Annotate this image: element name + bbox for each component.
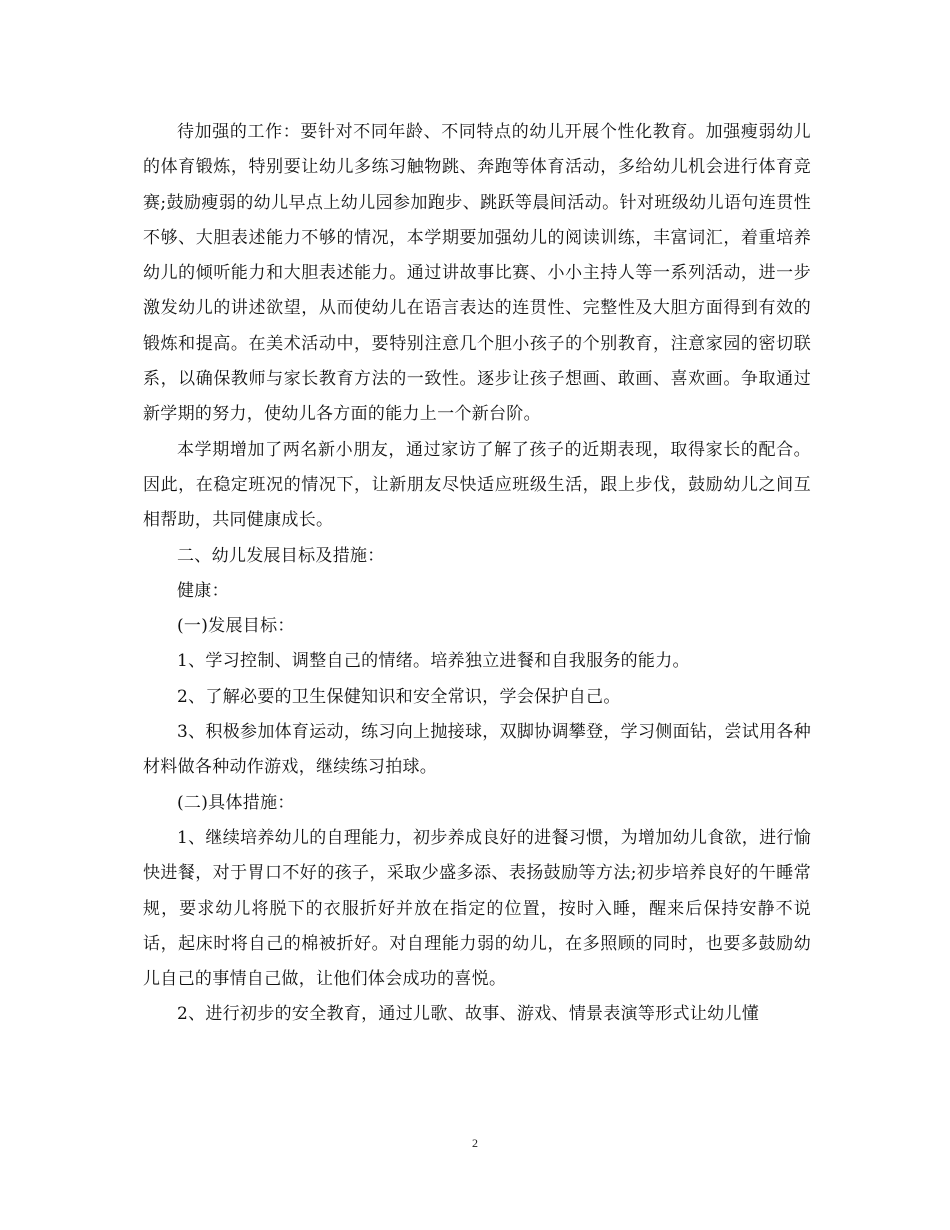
section-heading-development-goals: 二、幼儿发展目标及措施： xyxy=(177,545,385,566)
measure-item-2: 2、进行初步的安全教育，通过儿歌、故事、游戏、情景表演等形式让幼儿懂 xyxy=(177,1004,760,1025)
measure-item-1: 1、继续培养幼儿的自理能力，初步养成良好的进餐习惯，为增加幼儿食欲，进行愉快进餐，对于胃口不好的孩子，采取少盛多添、表扬鼓励等方法;初步培养良好的午睡常规，要求幼儿将脱下的衣服折好并放在指定的位置，按时入睡，醒来后保持安静不说话，起床时将自己的棉被折好。对自理能力弱的幼儿，在多照顾的同时，也要多鼓励幼儿自己的事情自己做，让他们体会成功的喜悦。 xyxy=(143,827,811,990)
paragraph-work-to-strengthen: 待加强的工作：要针对不同年龄、不同特点的幼儿开展个性化教育。加强瘦弱幼儿的体育锻炼，特别要让幼儿多练习触物跳、奔跑等体育活动，多给幼儿机会进行体育竞赛;鼓励瘦弱的幼儿早点上幼儿园参加跑步、跳跃等晨间活动。针对班级幼儿语句连贯性不够、大胆表述能力不够的情况，本学期要加强幼儿的阅读训练，丰富词汇，着重培养幼儿的倾听能力和大胆表述能力。通过讲故事比赛、小小主持人等一系列活动，进一步激发幼儿的讲述欲望，从而使幼儿在语言表达的连贯性、完整性及大胆方面得到有效的锻炼和提高。在美术活动中，要特别注意几个胆小孩子的个别教育，注意家园的密切联系，以确保教师与家长教育方法的一致性。逐步让孩子想画、敢画、喜欢画。争取通过新学期的努力，使幼儿各方面的能力上一个新台阶。 xyxy=(143,122,811,425)
goal-item-1: 1、学习控制、调整自己的情绪。培养独立进餐和自我服务的能力。 xyxy=(177,651,690,672)
goal-item-3: 3、积极参加体育运动，练习向上抛接球，双脚协调攀登，学习侧面钻，尝试用各种材料做各种动作游戏，继续练习拍球。 xyxy=(143,722,811,778)
subheading-health: 健康： xyxy=(177,580,229,601)
paragraph-new-children: 本学期增加了两名新小朋友，通过家访了解了孩子的近期表现，取得家长的配合。因此，在稳定班况的情况下，让新朋友尽快适应班级生活，跟上步伐，鼓励幼儿之间互相帮助，共同健康成长。 xyxy=(143,439,811,531)
subheading-goals: (一)发展目标： xyxy=(177,616,295,637)
subheading-measures: (二)具体措施： xyxy=(177,792,295,813)
page-number: 2 xyxy=(472,1136,478,1150)
document-body xyxy=(143,115,811,1033)
goal-item-2: 2、了解必要的卫生保健知识和安全常识，学会保护自己。 xyxy=(177,686,621,707)
